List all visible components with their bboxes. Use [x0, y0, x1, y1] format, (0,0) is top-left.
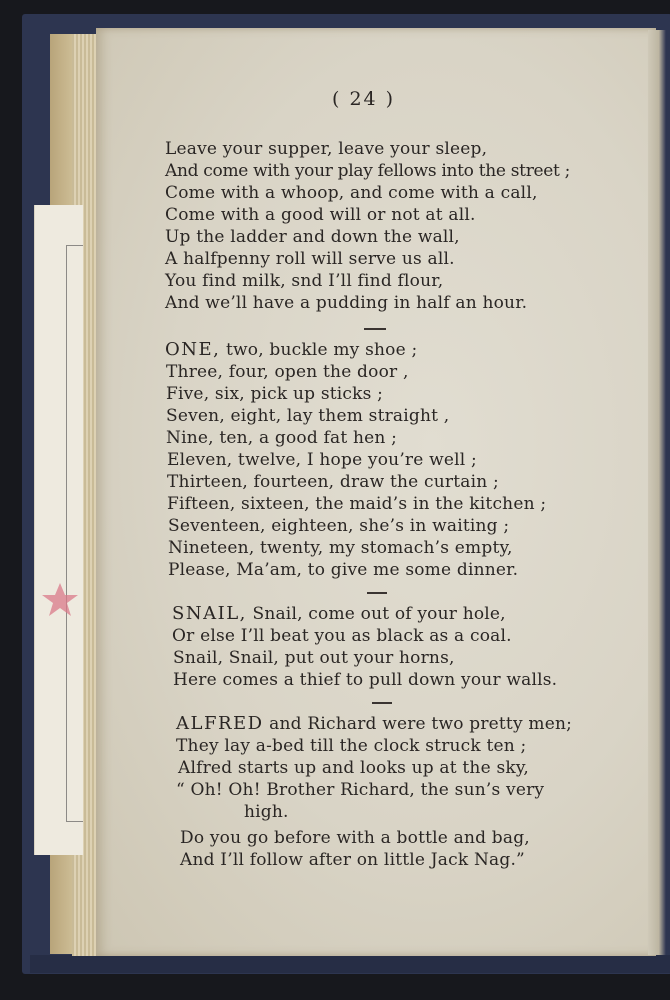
verse-line: Come with a whoop, and come with a call,: [165, 183, 538, 203]
verse-line: And come with your play fellows into the street ;: [165, 161, 571, 181]
verse-first-line-text: two, buckle my shoe ;: [220, 340, 418, 360]
verse-first-word: SNAIL,: [172, 603, 247, 624]
verse-line: Please, Ma’am, to give me some dinner.: [168, 560, 519, 580]
verse-line: Nine, ten, a good fat hen ;: [166, 428, 398, 448]
verse-first-line: [176, 713, 572, 735]
verse-line: A halfpenny roll will serve us all.: [165, 249, 455, 269]
verse-line: Seven, eight, lay them straight ,: [166, 406, 450, 426]
verse-line: “ Oh! Oh! Brother Richard, the sun’s very: [176, 780, 545, 800]
verse-first-line-text: and Richard were two pretty men;: [263, 714, 573, 734]
verse-first-line: [165, 339, 417, 361]
verse-first-word: ALFRED: [176, 713, 264, 734]
verse-first-word: ONE,: [165, 339, 221, 360]
verse-divider: [367, 592, 387, 594]
verse-divider: [372, 702, 392, 704]
verse-line: And we’ll have a pudding in half an hour.: [165, 293, 528, 313]
verse-line: Or else I’ll beat you as black as a coal.: [172, 626, 512, 646]
verse-line: They lay a-bed till the clock struck ten ;: [176, 736, 527, 756]
verse-line: Alfred starts up and looks up at the sky,: [178, 758, 530, 778]
verse-first-line-text: Snail, come out of your hole,: [246, 604, 506, 624]
verse-line: Three, four, open the door ,: [166, 362, 409, 382]
verse-line: Come with a good will or not at all.: [165, 205, 476, 225]
page-number: ( 24 ): [332, 88, 396, 110]
verse-first-line: [172, 603, 506, 625]
verse-line: You find milk, snd I’ll find flour,: [165, 271, 444, 291]
verse-line: And I’ll follow after on little Jack Nag.”: [180, 850, 525, 870]
verse-line: Nineteen, twenty, my stomach’s empty,: [168, 538, 513, 558]
verse-line: Do you go before with a bottle and bag,: [180, 828, 530, 848]
verse-line: Seventeen, eighteen, she’s in waiting ;: [168, 516, 510, 536]
verse-line: Here comes a thief to pull down your walls.: [173, 670, 558, 690]
verse-line: Fifteen, sixteen, the maid’s in the kitchen ;: [167, 494, 547, 514]
verse-line: Snail, Snail, put out your horns,: [173, 648, 455, 668]
verse-line: Five, six, pick up sticks ;: [166, 384, 384, 404]
verse-line: Up the ladder and down the wall,: [165, 227, 460, 247]
verse-line: high.: [244, 802, 289, 822]
verse-line: Leave your supper, leave your sleep,: [165, 139, 488, 159]
verse-line: Thirteen, fourteen, draw the curtain ;: [167, 472, 499, 492]
verse-line: Eleven, twelve, I hope you’re well ;: [167, 450, 477, 470]
verse-divider: [364, 328, 386, 330]
